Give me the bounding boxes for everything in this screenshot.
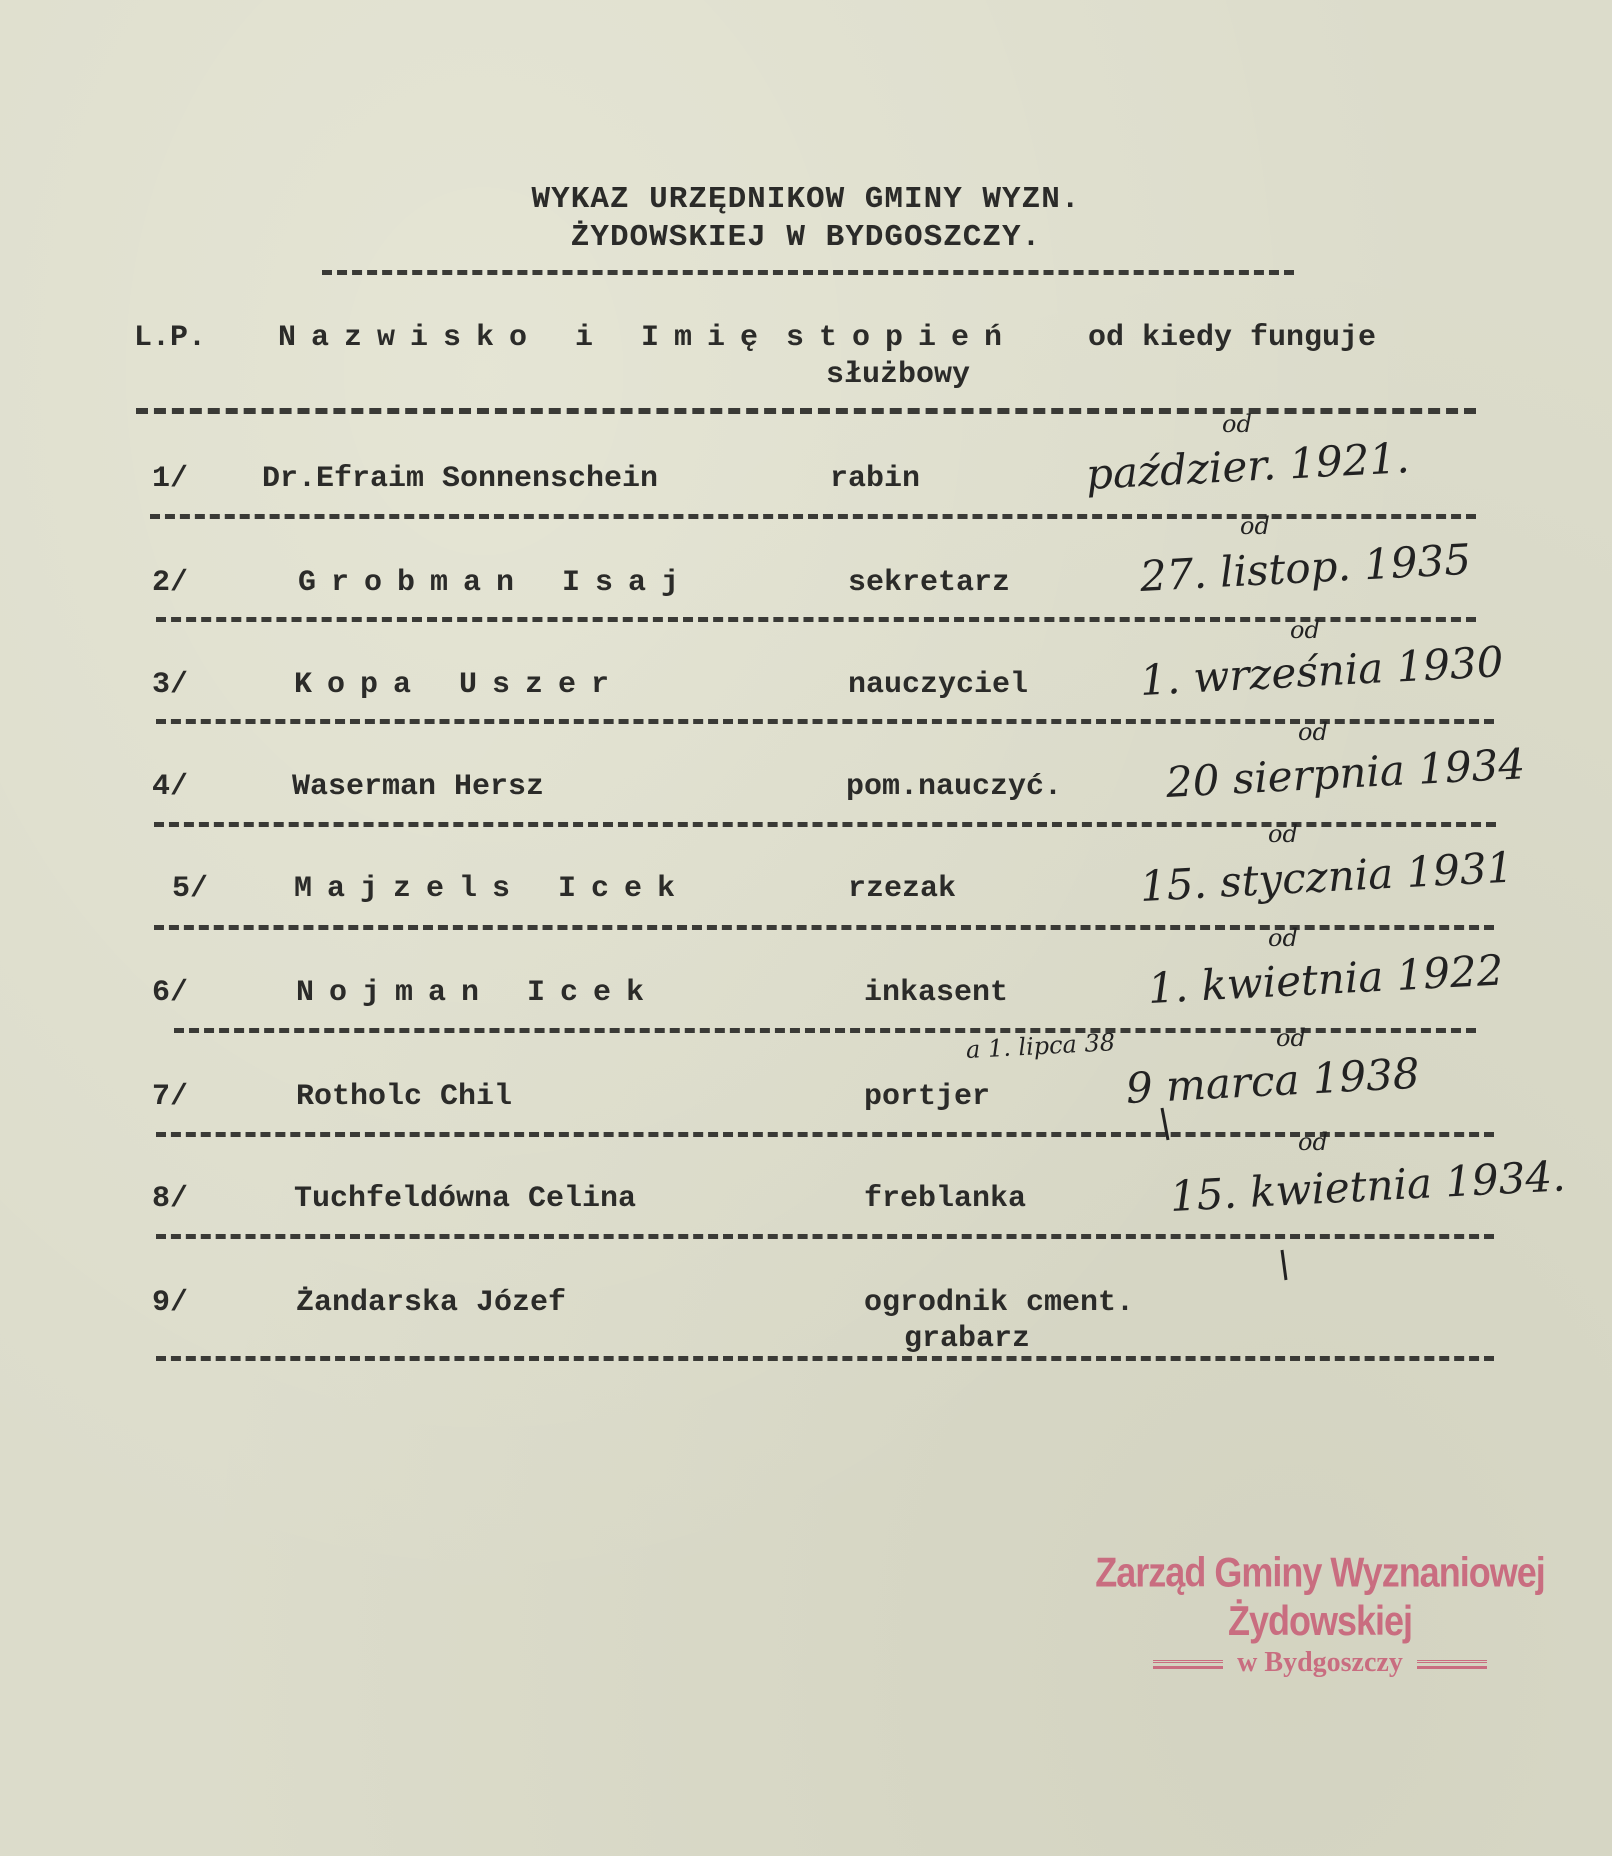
institution-stamp <box>1050 1548 1590 1679</box>
row-divider <box>156 719 1494 724</box>
row-number: 1/ <box>152 462 189 496</box>
row-handwritten-date: 27. listop. 1935 <box>1138 534 1473 601</box>
header-rank: stopień <box>786 321 1018 355</box>
row-name: Nojman Icek <box>296 976 660 1010</box>
row-number: 7/ <box>152 1080 189 1114</box>
row-handwritten-od: od <box>1276 1024 1306 1052</box>
row-divider <box>156 1356 1494 1361</box>
header-name: Nazwisko i Imię <box>278 321 774 355</box>
row-name: Majzels Icek <box>294 872 691 906</box>
row-rank: rabin <box>830 462 921 496</box>
row-divider <box>156 617 1476 622</box>
row-number: 4/ <box>152 770 189 804</box>
row-divider <box>150 514 1476 519</box>
title-divider <box>322 270 1294 275</box>
row-number: 9/ <box>152 1286 189 1320</box>
header-since: od kiedy funguje <box>1088 321 1377 355</box>
row-handwritten-date: 1. września 1930 <box>1138 636 1505 705</box>
row-handwritten-date: 1. kwietnia 1922 <box>1146 945 1505 1013</box>
row-divider <box>156 1132 1494 1137</box>
row-number: 6/ <box>152 976 189 1010</box>
row-rank: ogrodnik cment. <box>864 1286 1135 1320</box>
row-number: 5/ <box>172 872 209 906</box>
row-name: Waserman Hersz <box>292 770 545 804</box>
row-rank: nauczyciel <box>848 668 1029 702</box>
row-handwritten-od: od <box>1268 924 1298 952</box>
stamp-line2 <box>1050 1647 1590 1679</box>
row-handwritten-od: od <box>1240 512 1270 540</box>
row-rank: rzezak <box>848 872 957 906</box>
row-name: Żandarska Józef <box>296 1286 567 1320</box>
row-handwritten-date: 20 sierpnia 1934 <box>1164 739 1527 807</box>
handwritten-tick-marks <box>1150 1100 1210 1280</box>
row-rank: inkasent <box>864 976 1009 1010</box>
row-rank: sekretarz <box>848 566 1011 600</box>
header-rank-line2: służbowy <box>826 358 971 392</box>
row-handwritten-date: paździer. 1921. <box>1084 433 1411 499</box>
row-rank: portjer <box>864 1080 991 1114</box>
document-title-line1: WYKAZ URZĘDNIKOW GMINY WYZN. <box>531 182 1081 217</box>
document-title-line2: ŻYDOWSKIEJ W BYDGOSZCZY. <box>570 220 1042 255</box>
row-rank: freblanka <box>864 1182 1027 1216</box>
row-handwritten-date: 15. stycznia 1931 <box>1138 842 1515 911</box>
stamp-left-bar <box>1153 1660 1223 1669</box>
row-name: Tuchfeldówna Celina <box>294 1182 637 1216</box>
row-handwritten-od: od <box>1222 410 1252 438</box>
header-divider <box>136 408 1476 414</box>
row-handwritten-date: 9 marca 1938 <box>1124 1048 1421 1113</box>
row-handwritten-od: od <box>1298 1128 1328 1156</box>
row-number: 3/ <box>152 668 189 702</box>
handwritten-tick-mark <box>1270 1248 1300 1288</box>
stamp-line2-text: w Bydgoszczy <box>1237 1647 1403 1678</box>
row-handwritten-od: od <box>1298 718 1328 746</box>
row-handwritten-od: od <box>1268 820 1298 848</box>
stamp-right-bar <box>1417 1660 1487 1669</box>
row-name: Dr.Efraim Sonnenschein <box>262 462 659 496</box>
row-handwritten-od: od <box>1290 616 1320 644</box>
row-number: 2/ <box>152 566 189 600</box>
row-rank-line2: grabarz <box>904 1322 1031 1356</box>
row-name: Grobman Isaj <box>298 566 695 600</box>
header-lp: L.P. <box>134 321 207 355</box>
row-name: Kopa Uszer <box>294 668 625 702</box>
row-handwritten-note: a 1. lipca 38 <box>965 1028 1116 1064</box>
row-rank: pom.nauczyć. <box>846 770 1063 804</box>
row-divider <box>156 1234 1494 1239</box>
row-number: 8/ <box>152 1182 189 1216</box>
row-handwritten-date: 15. kwietnia 1934. <box>1168 1151 1567 1221</box>
stamp-line1: Zarząd Gminy Wyznaniowej Żydowskiej <box>1095 1548 1545 1645</box>
row-name: Rotholc Chil <box>296 1080 513 1114</box>
